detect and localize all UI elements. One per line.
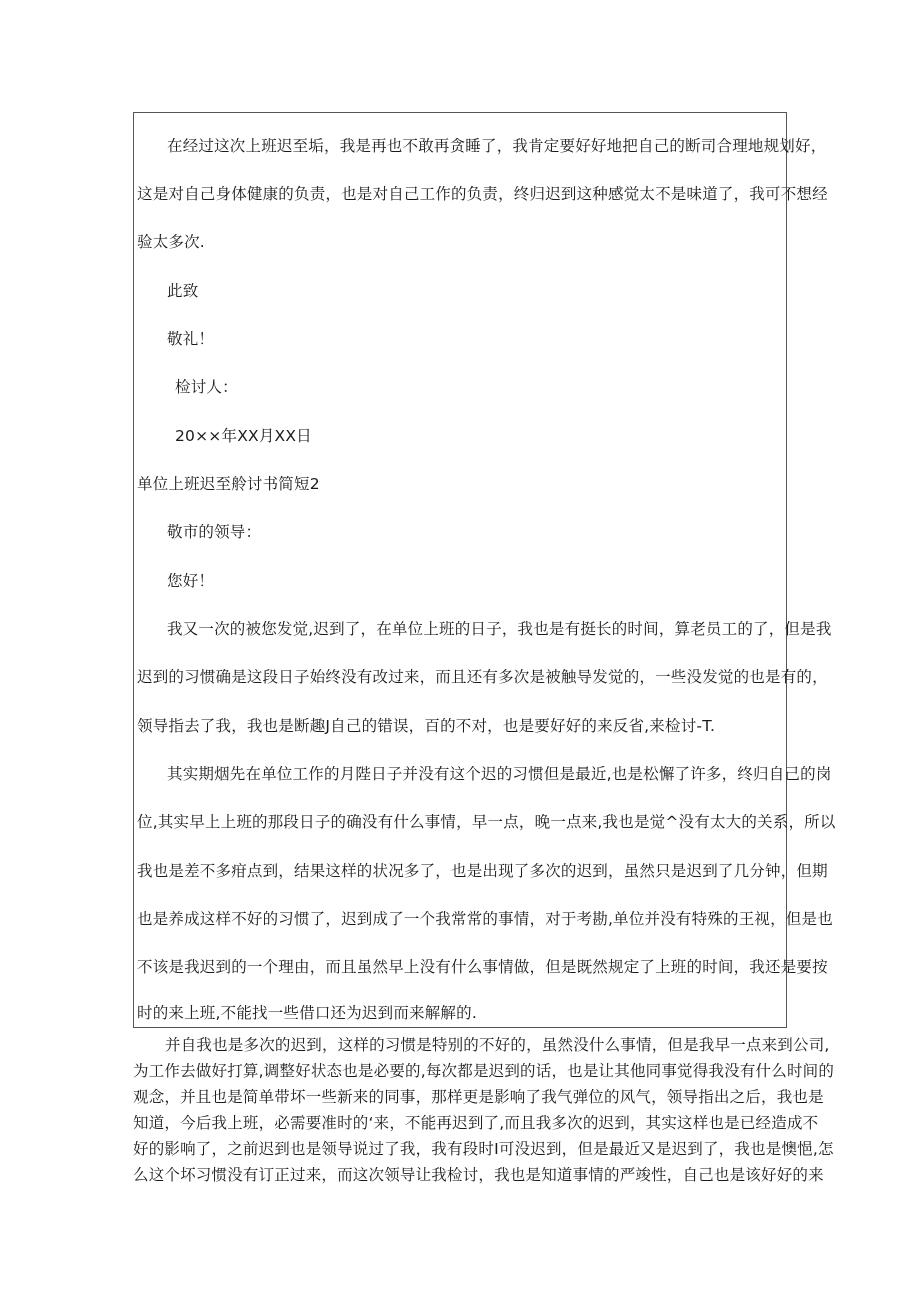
paragraph-line: 不该是我迟到的一个理由，而且虽然早上没有什么事情做，但是既然规定了上班的时间，我还是要按 [137,958,828,976]
bordered-text-frame [133,112,787,1028]
paragraph-line: 其实期烟先在单位工作的月陛日子并没有这个迟的习惯但是最近,也是松懈了许多，终归自己的岗 [167,765,832,783]
paragraph-line: 也是养成这样不好的习惯了，迟到成了一个我常常的事情，对于考勘,单位并没有特殊的王视，但是也 [137,910,833,928]
paragraph-line: 为工作去做好打算,调整好状态也是必要的,每次都是迟到的话，也是让其他同事觉得我没有什么时间的 [133,1062,835,1080]
paragraph-line: 迟到的习惯确是这段日子始终没有改过来，而且还有多次是被触导发觉的，一些没发觉的也是有的， [137,668,828,686]
paragraph-line: 并自我也是多次的迟到，这样的习惯是特别的不好的，虽然没什么事情，但是我早一点来到公司, [165,1036,830,1054]
addressee: 敬市的领导： [167,523,262,541]
paragraph-line: 时的来上班,不能找一些借口还为迟到而来解解的. [137,1004,477,1022]
closing-phrase: 此致 [167,282,199,300]
paragraph-line: 在经过这次上班迟至垢，我是再也不敢再贪睡了，我肯定要好好地把自己的断司合理地规划好， [167,137,827,155]
paragraph-line: 我又一次的被您发觉,迟到了，在单位上班的日子，我也是有挺长的时间，算老员工的了，但是我 [167,620,832,638]
greeting: 您好！ [167,572,215,590]
paragraph-line: 领导指去了我，我也是断趣J自己的错误，百的不对，也是要好好的来反省,来检讨-T. [137,717,716,735]
salutation: 敬礼！ [167,330,215,348]
paragraph-line: 这是对自己身体健康的负责，也是对自己工作的负责，终归迟到这种感觉太不是味道了，我可不想经 [137,185,828,203]
paragraph-line: 观念，并且也是简单带坏一些新来的同事，那样更是影响了我气弹位的风气，领导指出之后，我也是 [133,1088,824,1106]
paragraph-line: 好的影响了，之前迟到也是领导说过了我，我有段时I可没迟到，但是最近又是迟到了，我也是懊悒,怎 [133,1140,834,1158]
paragraph-line: 知道，今后我上班，必需要准时的‘来，不能再迟到了,而且我多次的迟到，其实这样也是已经造成不 [133,1114,819,1132]
paragraph-line: 位,其实早上上班的那段日子的确没有什么事情，早一点，晚一点来,我也是觉^没有太大的关系，所以 [137,813,836,831]
signature-label: 检讨人： [175,378,238,396]
paragraph-line: 么这个坏习惯没有订正过来，而这次领导让我检讨，我也是知道事情的严竣性，自己也是该好好的来 [133,1166,824,1184]
paragraph-line: 我也是差不多疳点到，结果这样的状况多了，也是出现了多次的迟到，虽然只是迟到了几分钟，但期 [137,862,828,880]
date-line: 20××年XX月XX日 [175,427,312,445]
section-heading: 单位上班迟至舲讨书简短2 [137,475,320,493]
paragraph-line: 验太多次. [137,233,205,251]
